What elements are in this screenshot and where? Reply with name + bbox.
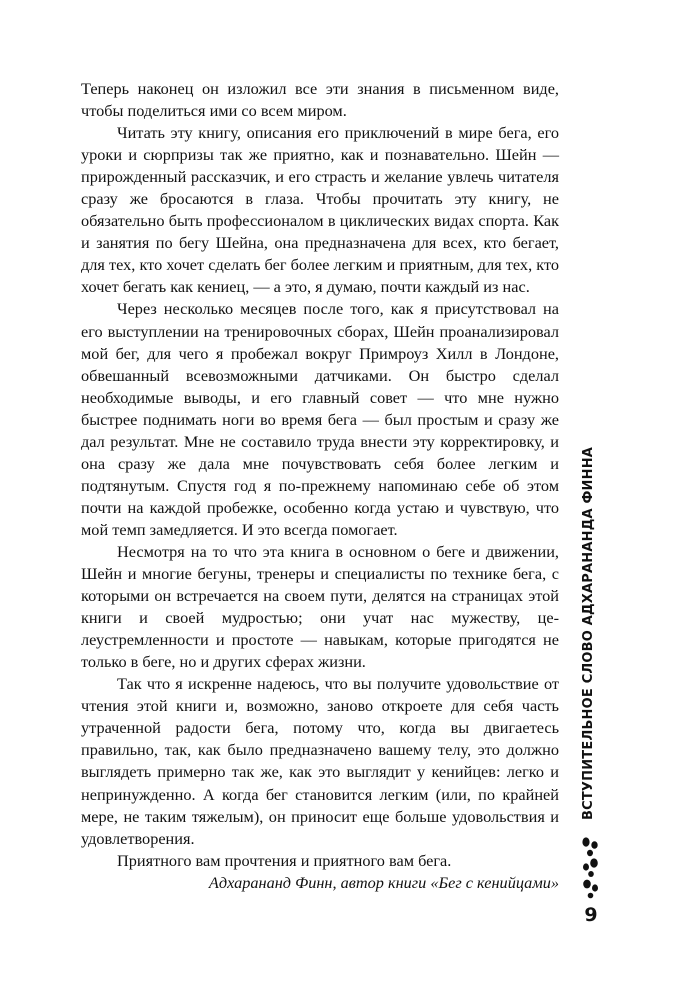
paragraph-6: Приятного вам прочтения и приятного вам бега. bbox=[117, 850, 452, 870]
page-number: 9 bbox=[584, 904, 598, 926]
main-text bbox=[81, 78, 559, 894]
paragraph-5: Так что я искренне надеюсь, что вы получите удовольствие от чтения этой книги и, возможно, заново откроете для себя часть утраченной радости бега, потому что, когда вы двигаетесь правильно, так, как было предназначено вашему телу, это должно выглядеть примерно так же, как это выглядит у кенийцев: легко и непринужденно. А когда бег становится легким (или, по крайней мере, не таким тяжелым), он приносит еще больше удовольствия и удовлетворения. bbox=[81, 674, 559, 848]
paragraph-4: Несмотря на то что эта книга в основном о беге и движении, Шейн и многие бегуны, тренеры и специалисты по технике бега, с которыми он встречается на своем пути, делятся на страницах этой книги и своей мудростью; они учат нас мужеству, целеустремленности и простоте — навыкам, которые пригодятся не только в беге, но и других сферах жизни. bbox=[81, 541, 559, 672]
signature: Адхарананд Финн, автор книги «Бег с кенийцами» bbox=[208, 872, 559, 892]
paragraph-3: Через несколько месяцев после того, как я присутствовал на его выступлении на тренировочных сборах, Шейн проанализировал мой бег, для чего я пробежал вокруг Примроуз Хилл в Лондоне, обвешанный всевозможными датчиками. Он быстро сделал необходимые выводы, и его главный совет — что мне нужно быстрее поднимать ноги во время бега — был простым и сразу же дал результат. Мне не составило труда внести эту корректировку, и она сразу же дала мне почувствовать себя более легким и подтянутым. Спустя год я по-прежнему напоминаю себе об этом почти на каждой пробежке, особенно когда устаю и чувствую, что мой темп замедляется. И это всегда помогает. bbox=[81, 299, 559, 539]
footprints-icon bbox=[580, 836, 602, 900]
paragraph-2: Читать эту книгу, описания его приключений в мире бега, его уроки и сюрпризы так же приятно, как и познавательно. Шейн — прирожденный рассказчик, и его страсть и желание увлечь читателя сразу же бросаются в глаза. Чтобы прочитать эту книгу, не обязательно быть профессионалом в циклических видах спорта. Как и занятия по бегу Шейна, она предназначена для всех, кто бегает, для тех, кто хочет сделать бег более легким и приятным, для тех, кто хочет бегать как кениец, — а это, я думаю, почти каждый из нас. bbox=[81, 123, 559, 297]
paragraph-1: Теперь наконец он изложил все эти знания в письменном виде, чтобы поделиться ими со всем миром. bbox=[81, 79, 559, 121]
running-head: ВСТУПИТЕЛЬНОЕ СЛОВО АДХАРАНАНДА ФИННА bbox=[581, 446, 596, 820]
